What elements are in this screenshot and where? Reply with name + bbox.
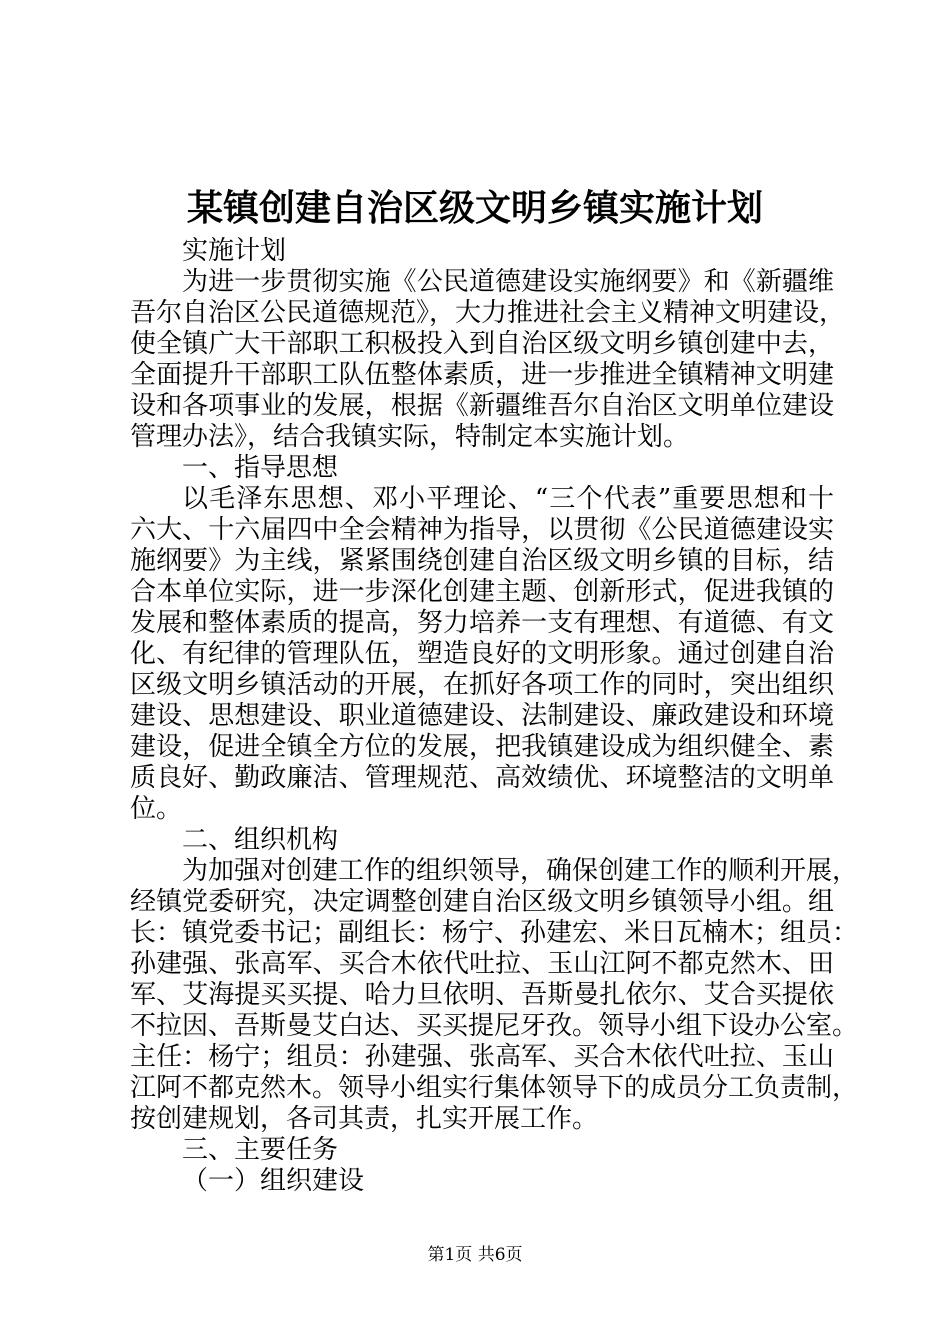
text-line: 质良好、勤政廉洁、管理规范、高效绩优、环境整洁的文明单 bbox=[130, 763, 834, 793]
text-line: 吾尔自治区公民道德规范》，大力推进社会主义精神文明建设， bbox=[130, 298, 846, 328]
text-line: 建设、思想建设、职业道德建设、法制建设、廉政建设和环境 bbox=[130, 701, 834, 731]
text-line: （一）组织建设 bbox=[182, 1166, 365, 1196]
text-line: 以毛泽东思想、邓小平理论、“三个代表”重要思想和十 bbox=[182, 484, 834, 514]
text-line: 不拉因、吾斯曼艾白达、买买提尼牙孜。领导小组下设办公室。 bbox=[130, 1011, 859, 1041]
text-line: 发展和整体素质的提高，努力培养一支有理想、有道德、有文 bbox=[130, 608, 834, 638]
text-line: 一、指导思想 bbox=[182, 453, 339, 483]
text-line: 使全镇广大干部职工积极投入到自治区级文明乡镇创建中去， bbox=[130, 329, 834, 359]
text-line: 二、组织机构 bbox=[182, 825, 339, 855]
text-line: 管理办法》，结合我镇实际，特制定本实施计划。 bbox=[130, 422, 690, 452]
text-line: 为加强对创建工作的组织领导，确保创建工作的顺利开展， bbox=[182, 856, 859, 886]
text-line: 按创建规划，各司其责，扎实开展工作。 bbox=[130, 1104, 599, 1134]
text-line: 合本单位实际，进一步深化创建主题、创新形式，促进我镇的 bbox=[130, 577, 834, 607]
text-line: 实施计划 bbox=[182, 236, 287, 266]
text-line: 施纲要》为主线，紧紧围绕创建自治区级文明乡镇的目标，结 bbox=[130, 546, 834, 576]
text-line: 江阿不都克然木。领导小组实行集体领导下的成员分工负责制， bbox=[130, 1073, 859, 1103]
text-line: 六大、十六届四中全会精神为指导，以贯彻《公民道德建设实 bbox=[130, 515, 834, 545]
text-line: 化、有纪律的管理队伍，塑造良好的文明形象。通过创建自治 bbox=[130, 639, 834, 669]
text-line: 区级文明乡镇活动的开展，在抓好各项工作的同时，突出组织 bbox=[130, 670, 834, 700]
text-line: 位。 bbox=[130, 794, 183, 824]
page-footer: 第1页 共6页 bbox=[427, 1245, 523, 1265]
text-line: 主任：杨宁；组员：孙建强、张高军、买合木依代吐拉、玉山 bbox=[130, 1042, 834, 1072]
text-line: 为进一步贯彻实施《公民道德建设实施纲要》和《新疆维 bbox=[182, 267, 834, 297]
document-body bbox=[130, 236, 859, 1197]
text-line: 军、艾海提买买提、哈力旦依明、吾斯曼扎依尔、艾合买提依 bbox=[130, 980, 834, 1010]
text-line: 经镇党委研究，决定调整创建自治区级文明乡镇领导小组。组 bbox=[130, 887, 834, 917]
text-line: 孙建强、张高军、买合木依代吐拉、玉山江阿不都克然木、田 bbox=[130, 949, 834, 979]
text-line: 建设，促进全镇全方位的发展，把我镇建设成为组织健全、素 bbox=[130, 732, 834, 762]
text-line: 设和各项事业的发展，根据《新疆维吾尔自治区文明单位建设 bbox=[130, 391, 834, 421]
text-line: 三、主要任务 bbox=[182, 1135, 339, 1165]
document-title: 某镇创建自治区级文明乡镇实施计划 bbox=[186, 187, 763, 229]
text-line: 长：镇党委书记；副组长：杨宁、孙建宏、米日瓦楠木；组员： bbox=[130, 918, 859, 948]
text-line: 全面提升干部职工队伍整体素质，进一步推进全镇精神文明建 bbox=[130, 360, 834, 390]
